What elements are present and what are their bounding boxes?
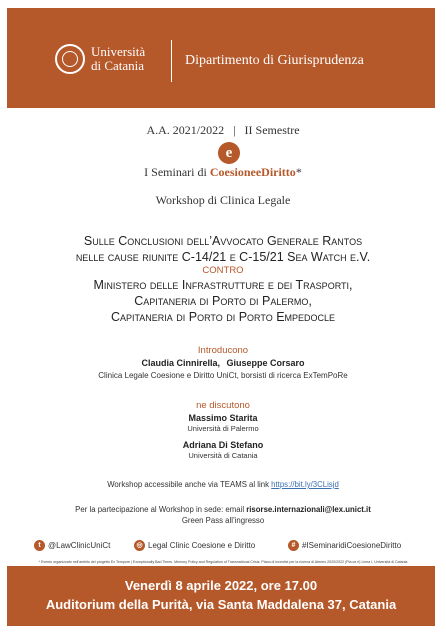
hashtag-icon: #	[288, 540, 299, 551]
event-title-line2: nelle cause riunite C-14/21 e C-15/21 Sea Watch e.V.	[75, 250, 371, 264]
university-seal-icon	[55, 44, 85, 74]
seminar-series	[0, 165, 446, 180]
social-hashtag[interactable]	[288, 540, 401, 551]
social-instagram[interactable]	[134, 540, 255, 551]
university-logo	[55, 44, 145, 74]
speaker-1-name: Massimo Starita	[188, 413, 258, 423]
university-name-line2: di Catania	[91, 58, 145, 73]
introducer-1: Claudia Cinnirella,	[141, 358, 220, 368]
speaker-1	[0, 413, 446, 433]
event-date-time: Venerdì 8 aprile 2022, ore 17.00	[124, 578, 318, 593]
speaker-2-name: Adriana Di Stefano	[182, 440, 264, 450]
event-title-line5: Capitaneria di Porto di Porto Empedocle	[110, 310, 336, 324]
department-name: Dipartimento di Giurisprudenza	[185, 53, 364, 68]
in-person-line	[0, 504, 446, 515]
header-banner	[7, 8, 435, 108]
event-title-line3: Ministero delle Infrastrutture e dei Trasporti,	[93, 278, 353, 292]
speaker-2	[0, 440, 446, 460]
university-name	[91, 45, 145, 73]
green-pass-note: Green Pass all’ingresso	[181, 516, 265, 525]
twitter-icon: t	[34, 540, 45, 551]
discussion-heading: ne discutono	[196, 400, 250, 411]
event-title-parties	[0, 277, 446, 325]
event-title-line1: Sulle Conclusioni dell’Avvocato Generale Rantos	[83, 234, 363, 248]
speaker-2-affiliation: Università di Catania	[188, 451, 258, 460]
instagram-handle: Legal Clinic Coesione e Diritto	[148, 541, 256, 550]
twitter-handle: @LawClinicUniCt	[48, 541, 111, 550]
social-twitter[interactable]	[34, 540, 110, 551]
event-title	[0, 233, 446, 265]
academic-year-separator: |	[233, 123, 236, 137]
contro-label: CONTRO	[202, 265, 244, 276]
seminar-brand: CoesioneeDiritto	[209, 165, 296, 179]
contact-email[interactable]: risorse.internazionali@lex.unict.it	[246, 505, 371, 514]
introduction-heading: Introducono	[197, 345, 249, 356]
event-title-line4: Capitaneria di Porto di Palermo,	[134, 294, 312, 308]
seminar-prefix: I Seminari di	[144, 165, 207, 179]
header-divider	[171, 40, 172, 82]
footer-banner	[7, 566, 435, 626]
academic-year	[0, 123, 446, 138]
social-bar	[8, 540, 438, 554]
project-footnote: * Evento organizzato nell’ambito del progetto Ex Tempore | Exceptionally Bad Times. Memory Policy and Regulation of Transnational Crisis. Piano di incentivi per la ricerca di Ateneo 2020/2022 (Pia.ce.ri) Linea I, Università di Catania	[38, 560, 408, 564]
seal-inner-ring	[62, 51, 78, 67]
teams-info	[0, 480, 446, 489]
introduction-names	[0, 358, 446, 368]
teams-link[interactable]: https://bit.ly/3CLisjd	[271, 480, 339, 489]
instagram-icon: ◎	[134, 540, 145, 551]
hashtag-text: #ISeminaridiCoesioneDiritto	[302, 541, 402, 550]
introducer-2: Giuseppe Corsaro	[226, 358, 305, 368]
semester-label: II Semestre	[244, 123, 300, 137]
workshop-subtitle: Workshop di Clinica Legale	[155, 193, 291, 207]
teams-text: Workshop accessibile anche via TEAMS al link	[107, 480, 269, 489]
in-person-info	[0, 504, 446, 526]
academic-year-label: A.A. 2021/2022	[146, 123, 225, 137]
university-name-line1: Università	[91, 44, 146, 59]
in-person-text: Per la partecipazione al Workshop in sede: email	[75, 505, 245, 514]
coesione-logo-icon: e	[218, 142, 240, 164]
seminar-asterisk: *	[295, 165, 302, 179]
top-margin	[0, 0, 446, 8]
introduction-affiliation: Clinica Legale Coesione e Diritto UniCt, borsisti di ricerca ExTemPoRe	[98, 371, 348, 380]
event-venue: Auditorium della Purità, via Santa Maddalena 37, Catania	[45, 597, 397, 612]
speaker-1-affiliation: Università di Palermo	[187, 424, 259, 433]
